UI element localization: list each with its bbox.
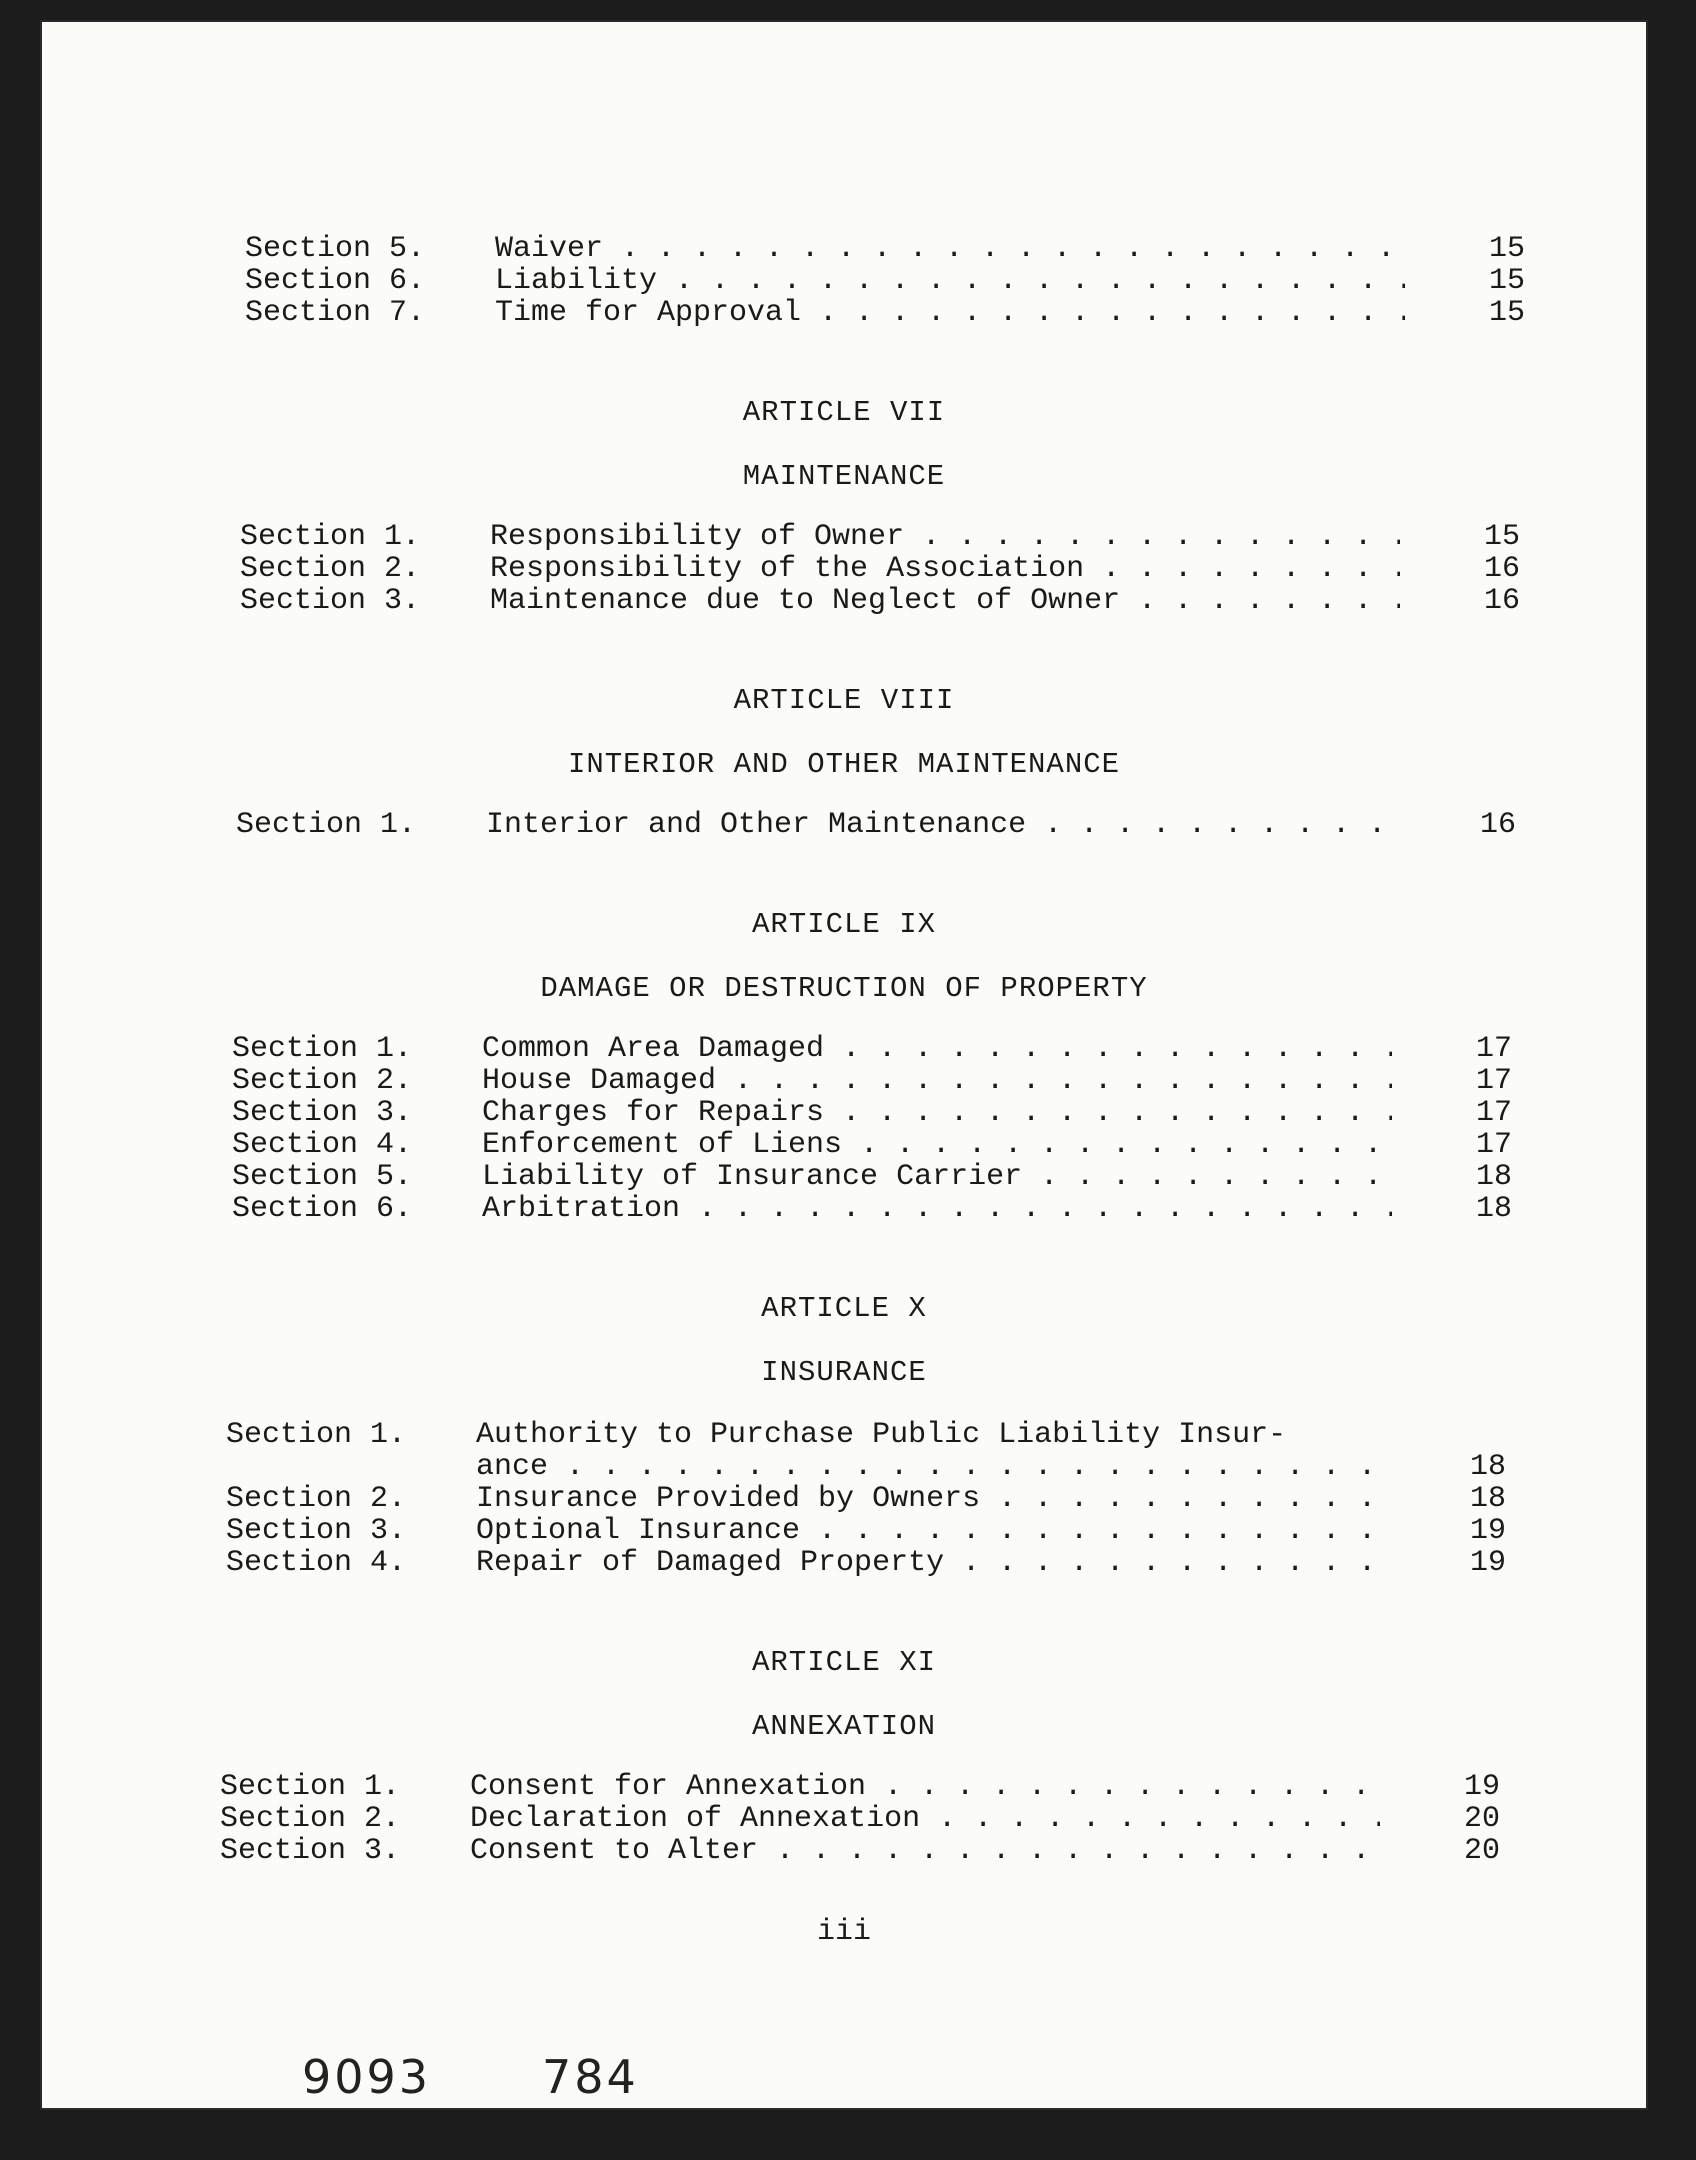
section-number: Section 2. — [240, 552, 421, 586]
section-number: Section 3. — [220, 1834, 401, 1868]
section-title: ance . . . — [476, 1450, 1386, 1484]
document-number: 784 — [542, 2050, 639, 2104]
article-heading: INSURANCE — [761, 1356, 927, 1389]
article-title: ARTICLE XI — [751, 1646, 937, 1679]
section-number: Section 6. — [232, 1192, 413, 1226]
page-reference: 17 — [1475, 1032, 1512, 1066]
section-title: Common Area Damaged . . . — [482, 1032, 1392, 1066]
page-reference: 17 — [1475, 1128, 1512, 1162]
section-title: Insurance Provided by Owners . . . — [476, 1482, 1386, 1516]
page-reference: 16 — [1483, 552, 1520, 586]
article-title: ARTICLE IX — [751, 908, 937, 941]
section-number: Section 1. — [236, 808, 417, 842]
section-number: Section 5. — [245, 232, 426, 266]
article-heading: INTERIOR AND OTHER MAINTENANCE — [567, 748, 1121, 781]
page-reference: 16 — [1483, 584, 1520, 618]
section-title: Arbitration . . . — [482, 1192, 1392, 1226]
section-number: Section 1. — [226, 1418, 407, 1452]
section-number: Section 2. — [226, 1482, 407, 1516]
article-title: ARTICLE VIII — [733, 684, 955, 717]
page-reference: 17 — [1475, 1064, 1512, 1098]
page-reference: 19 — [1469, 1514, 1506, 1548]
article-title: ARTICLE X — [761, 1292, 927, 1325]
section-title: Declaration of Annexation . . . — [470, 1802, 1380, 1836]
section-title: Time for Approval . . . — [495, 296, 1405, 330]
article-title: ARTICLE VII — [742, 396, 946, 429]
page-reference: 18 — [1469, 1482, 1506, 1516]
section-title: Liability of Insurance Carrier . . . — [482, 1160, 1392, 1194]
article-heading: DAMAGE OR DESTRUCTION OF PROPERTY — [540, 972, 1148, 1005]
section-title: Authority to Purchase Public Liability Insur- — [476, 1418, 1287, 1452]
page-reference: 19 — [1463, 1770, 1500, 1804]
page-reference: 16 — [1479, 808, 1516, 842]
section-number: Section 1. — [232, 1032, 413, 1066]
section-title: Responsibility of Owner . . . — [490, 520, 1400, 554]
page-reference: 15 — [1488, 232, 1525, 266]
section-number: Section 5. — [232, 1160, 413, 1194]
document-number: 9093 — [302, 2050, 432, 2104]
page-reference: 15 — [1483, 520, 1520, 554]
section-number: Section 2. — [220, 1802, 401, 1836]
section-title: Optional Insurance . . . — [476, 1514, 1386, 1548]
section-number: Section 3. — [240, 584, 421, 618]
page-reference: 20 — [1463, 1802, 1500, 1836]
section-title: Interior and Other Maintenance . . . — [486, 808, 1396, 842]
section-title: Liability . . . — [495, 264, 1405, 298]
page-reference: 15 — [1488, 264, 1525, 298]
section-title: Consent for Annexation . . . — [470, 1770, 1380, 1804]
section-title: Enforcement of Liens . . . — [482, 1128, 1392, 1162]
page-number: iii — [816, 1915, 871, 1949]
page-reference: 15 — [1488, 296, 1525, 330]
page-reference: 18 — [1469, 1450, 1506, 1484]
section-number: Section 3. — [232, 1096, 413, 1130]
page-reference: 20 — [1463, 1834, 1500, 1868]
section-title: Repair of Damaged Property . . . — [476, 1546, 1386, 1580]
page-reference: 18 — [1475, 1160, 1512, 1194]
section-number: Section 3. — [226, 1514, 407, 1548]
section-number: Section 2. — [232, 1064, 413, 1098]
page-reference: 19 — [1469, 1546, 1506, 1580]
section-title: Consent to Alter . . . — [470, 1834, 1380, 1868]
page-reference: 17 — [1475, 1096, 1512, 1130]
section-number: Section 1. — [220, 1770, 401, 1804]
article-heading: ANNEXATION — [751, 1710, 937, 1743]
section-title: Responsibility of the Association . . . — [490, 552, 1400, 586]
article-heading: MAINTENANCE — [742, 460, 946, 493]
section-number: Section 7. — [245, 296, 426, 330]
document-page — [40, 20, 1648, 2110]
section-title: Charges for Repairs . . . — [482, 1096, 1392, 1130]
section-title: Waiver . . . — [495, 232, 1405, 266]
page-reference: 18 — [1475, 1192, 1512, 1226]
section-number: Section 4. — [226, 1546, 407, 1580]
section-title: Maintenance due to Neglect of Owner . . . — [490, 584, 1400, 618]
section-number: Section 4. — [232, 1128, 413, 1162]
section-number: Section 6. — [245, 264, 426, 298]
section-title: House Damaged . . . — [482, 1064, 1392, 1098]
section-number: Section 1. — [240, 520, 421, 554]
